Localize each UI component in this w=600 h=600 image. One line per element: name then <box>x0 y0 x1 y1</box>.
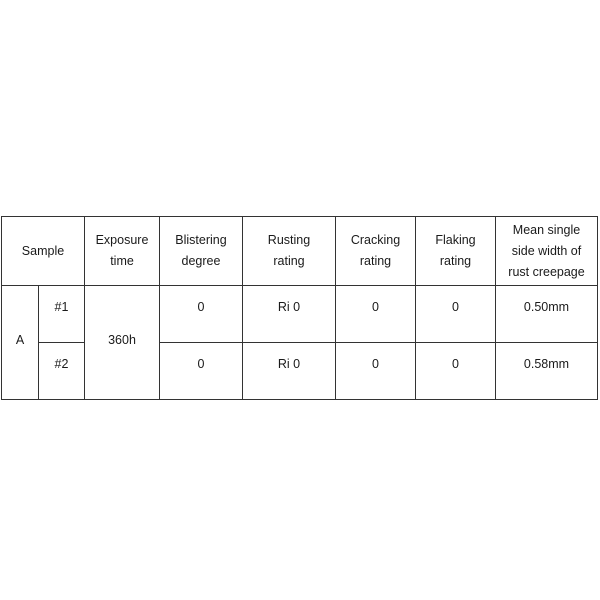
flaking-rating-cell <box>416 286 496 343</box>
blistering-degree-value: 0 <box>197 357 205 371</box>
header-rusting-rating <box>243 217 336 286</box>
mean-width-cell <box>496 286 598 343</box>
cracking-rating-cell <box>336 286 416 343</box>
mean-width-value: 0.50mm <box>523 300 570 314</box>
sample-id-cell <box>39 286 85 343</box>
mean-width-cell <box>496 343 598 400</box>
header-sample <box>2 217 85 286</box>
header-row <box>2 217 598 286</box>
sample-id: #1 <box>54 300 69 314</box>
exposure-time-value: 360h <box>108 333 136 347</box>
header-blistering-degree-text: Blistering degree <box>175 233 227 268</box>
header-flaking-rating <box>416 217 496 286</box>
header-flaking-rating-text: Flaking rating <box>435 233 476 268</box>
header-rusting-rating-text: Rusting rating <box>267 233 311 268</box>
header-exposure-time <box>85 217 160 286</box>
sample-id-cell <box>39 343 85 400</box>
flaking-rating-cell <box>416 343 496 400</box>
group-label-cell <box>2 286 39 400</box>
header-exposure-time-text: Exposure time <box>95 233 149 268</box>
rusting-rating-cell <box>243 343 336 400</box>
rusting-rating-value: Ri 0 <box>277 300 301 314</box>
header-cracking-rating-text: Cracking rating <box>350 233 401 268</box>
rusting-rating-value: Ri 0 <box>277 357 301 371</box>
rusting-rating-cell <box>243 286 336 343</box>
cracking-rating-value: 0 <box>372 357 379 371</box>
cracking-rating-cell <box>336 343 416 400</box>
header-cracking-rating <box>336 217 416 286</box>
exposure-time-cell <box>85 286 160 400</box>
flaking-rating-value: 0 <box>452 357 459 371</box>
header-mean-width <box>496 217 598 286</box>
cracking-rating-value: 0 <box>372 300 379 314</box>
blistering-degree-value: 0 <box>197 300 205 314</box>
header-sample-text: Sample <box>21 243 65 258</box>
blistering-degree-cell <box>160 286 243 343</box>
results-table <box>1 216 598 400</box>
flaking-rating-value: 0 <box>452 300 459 314</box>
blistering-degree-cell <box>160 343 243 400</box>
header-mean-width-text: Mean single side width of rust creepage <box>508 222 585 279</box>
sample-id: #2 <box>54 357 69 371</box>
table-row <box>2 286 598 343</box>
header-blistering-degree <box>160 217 243 286</box>
group-label: A <box>15 333 25 347</box>
mean-width-value: 0.58mm <box>523 357 570 371</box>
